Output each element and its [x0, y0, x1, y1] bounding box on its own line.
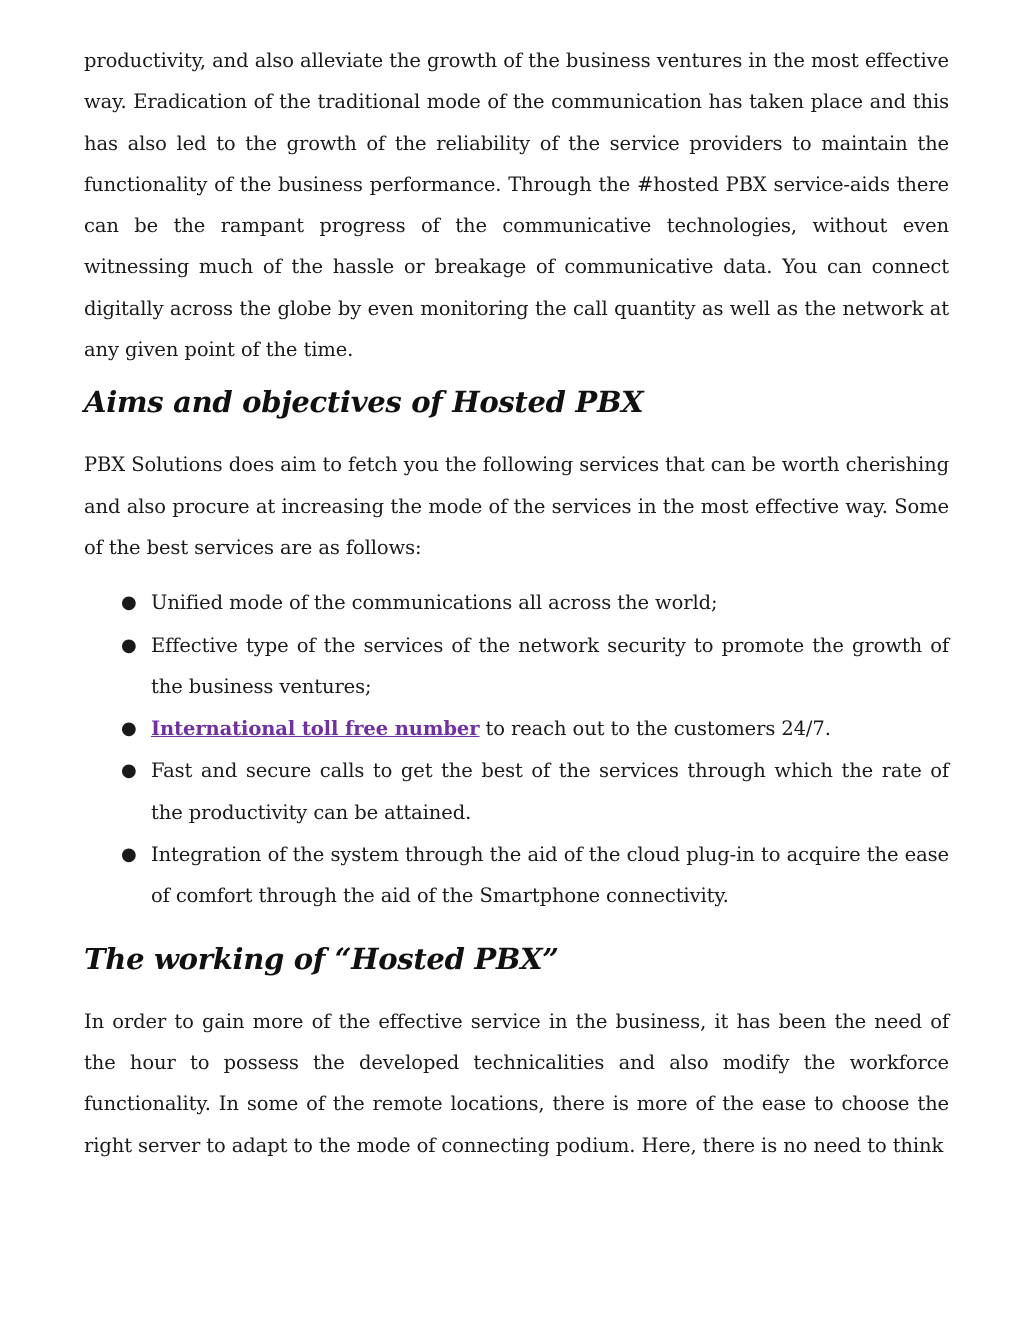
working-paragraph: In order to gain more of the effective service in the business, it has been the need of the hour to possess the developed technicalities and also modify the workforce functionality. In some of the remote locations, there is more of the ease to choose the right server to adapt to the mode of connecting podium. Here, there is no need to think	[84, 1009, 949, 1157]
international-toll-free-link[interactable]: International toll free number	[151, 717, 480, 741]
bullet-dot-icon: ●	[121, 634, 137, 656]
intro-paragraph: productivity, and also alleviate the growth of the business ventures in the most effective way. Eradication of the traditional mode of the communication has taken place and this has also led to the growth of the reliability of the service providers to maintain the functionality of the business performance. Through the #hosted PBX service-aids there can be the rampant progress of the communicative technologies, without even witnessing much of the hassle or breakage of communicative data. You can connect digitally across the globe by even monitoring the call quantity as well as the network at any given point of the time.	[84, 49, 949, 362]
bullet-dot-icon: ●	[121, 760, 137, 782]
section-heading-aims: Aims and objectives of Hosted PBX	[84, 385, 644, 420]
list-item	[84, 625, 949, 708]
list-item-text: Fast and secure calls to get the best of the services through which the rate of the productivity can be attained.	[151, 759, 949, 824]
aims-paragraph: PBX Solutions does aim to fetch you the following services that can be worth cherishing and also procure at increasing the mode of the services in the most effective way. Some of the best services are as follows:	[84, 453, 949, 559]
services-list	[84, 582, 949, 916]
document-page	[84, 40, 949, 1166]
list-item-text: Effective type of the services of the network security to promote the growth of the business ventures;	[151, 633, 949, 698]
section-heading-working: The working of “Hosted PBX”	[84, 941, 559, 976]
bullet-dot-icon: ●	[121, 592, 137, 614]
list-item	[84, 750, 949, 833]
list-item	[84, 582, 949, 623]
list-item-text: Integration of the system through the aid of the cloud plug-in to acquire the ease of comfort through the aid of the Smartphone connectivity.	[151, 843, 949, 908]
list-item-text: to reach out to the customers 24/7.	[479, 717, 831, 741]
list-item	[84, 708, 949, 749]
list-item	[84, 834, 949, 917]
bullet-dot-icon: ●	[121, 718, 137, 740]
list-item-text: Unified mode of the communications all across the world;	[151, 591, 718, 615]
bullet-dot-icon: ●	[121, 844, 137, 866]
